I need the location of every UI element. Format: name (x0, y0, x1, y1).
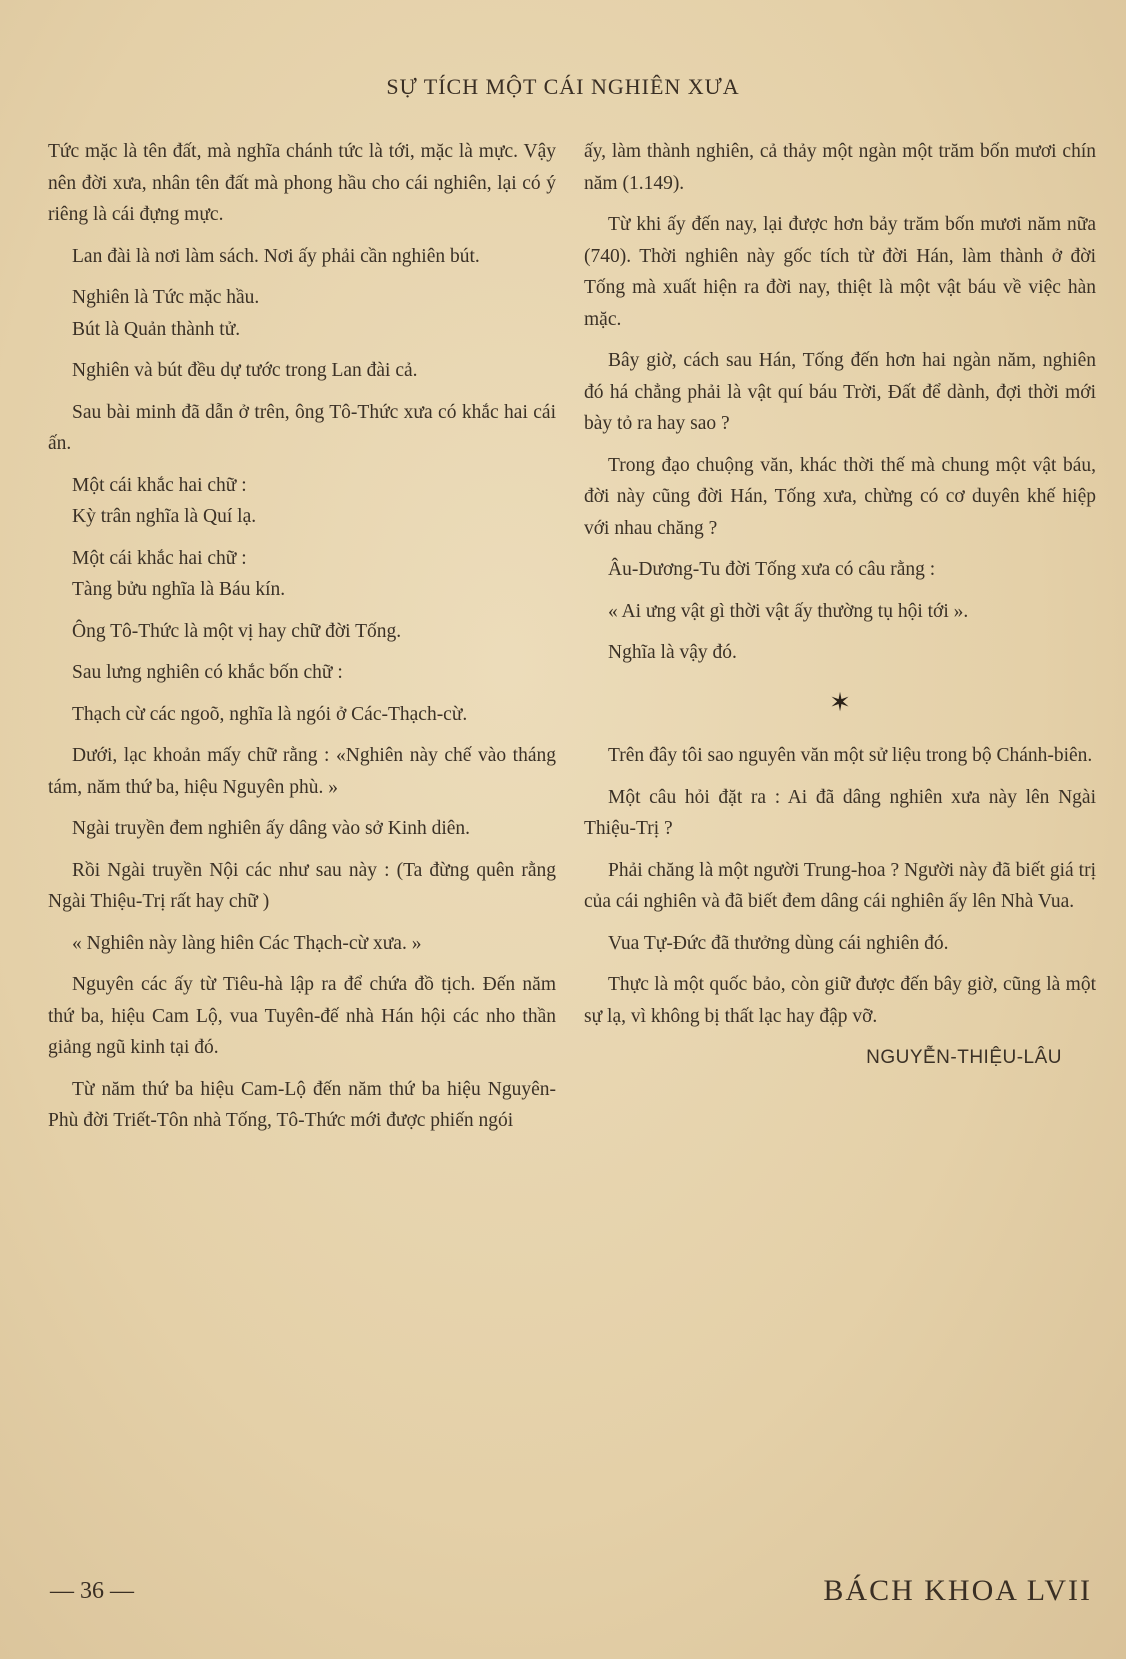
paragraph: Thực là một quốc bảo, còn giữ được đến bây giờ, cũng là một sự lạ, vì không bị thất lạc hay đập vỡ. (584, 974, 1096, 1027)
page-number: — 36 — (50, 1578, 134, 1604)
paragraph: Nguyên các ấy từ Tiêu-hà lập ra để chứa đồ tịch. Đến năm thứ ba, hiệu Cam Lộ, vua Tuyên-đế nhà Hán hội các nho thần giảng ngũ kinh tại đó. (48, 974, 556, 1058)
paragraph: Tàng bửu nghĩa là Báu kín. (72, 579, 286, 600)
paragraph: Một câu hỏi đặt ra : Ai đã dâng nghiên xưa này lên Ngài Thiệu-Trị ? (584, 786, 1096, 839)
paragraph: Bây giờ, cách sau Hán, Tống đến hơn hai ngàn năm, nghiên đó há chẳng phải là vật quí báu Trời, Đất để dành, đợi thời mới bày tỏ ra hay sao ? (584, 350, 1096, 434)
paragraph: Từ năm thứ ba hiệu Cam-Lộ đến năm thứ ba hiệu Nguyên-Phù đời Triết-Tôn nhà Tống, Tô-Thức mới được phiến ngói (48, 1078, 556, 1131)
paragraph: Vua Tự-Đức đã thưởng dùng cái nghiên đó. (608, 932, 949, 954)
author-signature: NGUYỄN-THIỆU-LÂU (866, 1047, 1062, 1068)
right-column (584, 136, 1096, 1074)
paragraph: Ngài truyền đem nghiên ấy dâng vào sở Kinh diên. (72, 818, 471, 839)
section-separator-star-icon: ✶ (829, 687, 851, 717)
paragraph: Tức mặc là tên đất, mà nghĩa chánh tức là tới, mặc là mực. Vậy nên đời xưa, nhân tên đất mà phong hầu cho cái nghiên, lại có ý riêng là cái đựng mực. (48, 141, 556, 225)
paragraph: Dưới, lạc khoản mấy chữ rằng : «Nghiên này chế vào tháng tám, năm thứ ba, hiệu Nguyên phù. » (48, 745, 556, 798)
paragraph: Nghĩa là vậy đó. (608, 642, 737, 663)
paragraph: Trong đạo chuộng văn, khác thời thế mà chung một vật báu, đời này cũng đời Hán, Tống xưa, chừng có cơ duyên khế hiệp với nhau chăng ? (584, 454, 1096, 539)
paragraph: Lan đài là nơi làm sách. Nơi ấy phải cần nghiên bút. (72, 245, 480, 267)
paragraph: Một cái khắc hai chữ : (72, 474, 247, 496)
paragraph: Trên đây tôi sao nguyên văn một sử liệu trong bộ Chánh-biên. (608, 745, 1093, 766)
paragraph: Sau lưng nghiên có khắc bốn chữ : (72, 662, 343, 683)
paragraph: Thạch cừ các ngoõ, nghĩa là ngói ở Các-Thạch-cừ. (72, 703, 468, 725)
paragraph: « Nghiên này làng hiên Các Thạch-cừ xưa. » (72, 932, 422, 954)
paragraph: Phải chăng là một người Trung-hoa ? Người này đã biết giá trị của cái nghiên và đã biết đem dâng cái nghiên ấy lên Nhà Vua. (584, 859, 1096, 912)
journal-name: BÁCH KHOA LVII (823, 1574, 1092, 1607)
paragraph: Từ khi ấy đến nay, lại được hơn bảy trăm bốn mươi năm nữa (740). Thời nghiên này gốc tích từ đời Hán, làm thành ở đời Tống mà xuất hiện ra đời nay, thiệt là một vật báu về việc hàn mặc. (584, 214, 1096, 330)
paragraph: Nghiên là Tức mặc hầu. (72, 287, 260, 308)
running-head-title: SỰ TÍCH MỘT CÁI NGHIÊN XƯA (386, 74, 740, 99)
paragraph: « Ai ưng vật gì thời vật ấy thường tụ hội tới ». (608, 600, 969, 622)
paragraph: Nghiên và bút đều dự tước trong Lan đài cả. (72, 360, 418, 381)
paragraph: Sau bài minh đã dẫn ở trên, ông Tô-Thức xưa có khắc hai cái ấn. (48, 401, 556, 454)
paragraph: Kỳ trân nghĩa là Quí lạ. (72, 506, 257, 527)
paragraph: Rồi Ngài truyền Nội các như sau này : (Ta đừng quên rằng Ngài Thiệu-Trị rất hay chữ ) (48, 859, 556, 912)
paragraph: ấy, làm thành nghiên, cả thảy một ngàn một trăm bốn mươi chín năm (1.149). (584, 141, 1096, 194)
paragraph: Một cái khắc hai chữ : (72, 547, 247, 569)
left-column (48, 136, 556, 1147)
paragraph: Ông Tô-Thức là một vị hay chữ đời Tống. (72, 620, 402, 642)
paragraph: Âu-Dương-Tu đời Tống xưa có câu rằng : (608, 559, 936, 580)
paragraph: Bút là Quản thành tử. (72, 318, 241, 340)
